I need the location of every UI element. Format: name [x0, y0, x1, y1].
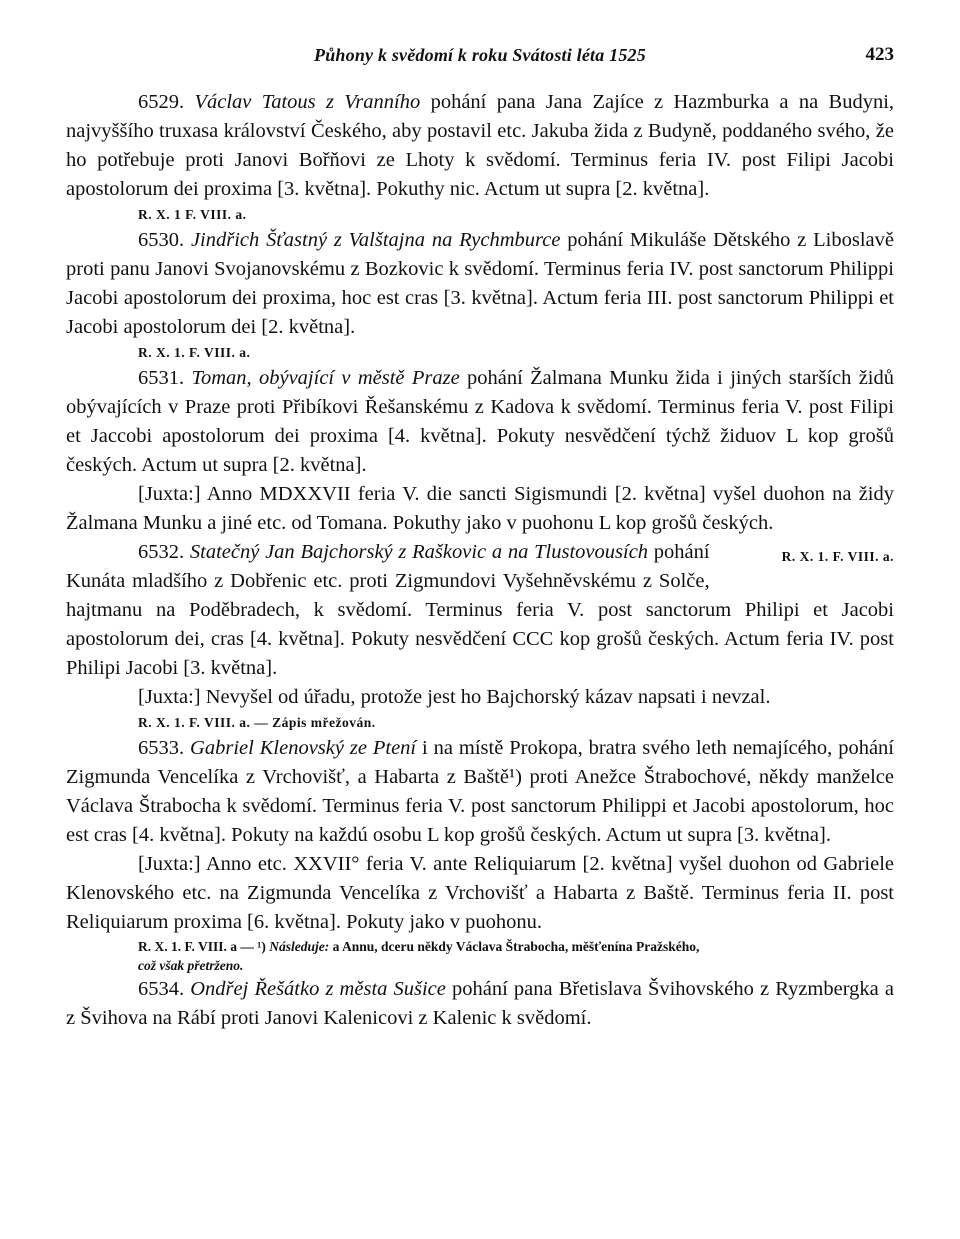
juxta-text: [Juxta:] Anno MDXXVII feria V. die sancti Sigismundi [2. května] vyšel duohon na židy Žalmana Munku a jiné etc. od Tomana. Pokuthy jako v puohonu L kop grošů českých.: [66, 483, 894, 534]
plaintiff-name: Statečný Jan Bajchorský z Raškovic a na Tlustovousích: [189, 541, 649, 563]
entry-text: [66, 364, 894, 480]
entry-text: [66, 226, 894, 342]
footnote-label: Následuje:: [269, 939, 330, 954]
page-header: [66, 38, 894, 72]
footnote-text: a Annu, dceru někdy Václava Štrabocha, měšťenína Pražského,: [329, 939, 700, 954]
entry-text: [66, 975, 894, 1033]
entry-number: 6532.: [138, 541, 185, 563]
plaintiff-name: Ondřej Řešátko z města Sušice: [190, 978, 446, 1000]
footnote: [66, 937, 894, 975]
juxta-note: [Juxta:] Anno etc. XXVII° feria V. ante Reliquiarum [2. května] vyšel duohon od Gabriele Klenovského etc. na Zigmunda Vencelíka z Vrchovišť a Habarta z Baště. Terminus feria II. post Reliquiarum proxima [6. května]. Pokuty jako v puohonu.: [66, 853, 894, 933]
page-number: 423: [865, 44, 894, 65]
entry-body: i na místě Prokopa, bratra svého leth nemajícého, pohání Zigmunda Vencelíka z Vrchovišť, a Habarta z Baště¹) proti Anežce Štrabochové, někdy manželce Václava Štrabocha k svědomí. Terminus feria V. post sanctorum Philippi et Jacobi apostolorum, hoc est cras [4. května]. Pokuty na každú osobu L kop grošů českých. Actum ut supra [3. května].: [66, 737, 895, 846]
entry-text: [66, 88, 894, 204]
entry-number: 6534.: [138, 978, 185, 1000]
entry-number: 6530.: [138, 229, 185, 251]
archival-signature: R. X. 1. F. VIII. a.: [781, 549, 894, 564]
entry-body: pohání pana Břetislava Švihovského z Ryzmbergka a z Švihova na Rábí proti Janovi Kalenicovi z Kalenic k svědomí.: [66, 978, 894, 1029]
entry-6533: [66, 734, 894, 975]
archival-signature: R. X. 1. F. VIII. a — ¹): [138, 939, 266, 954]
entry-body: pohání pana Jana Zajíce z Hazmburka a na Budyni, najvyššího truxasa království Českého, aby postavil etc. Jakuba žida z Budyně, poddaného svého, že ho potřebuje proti Janovi Bořňovi ze Lhoty k svědomí. Terminus feria IV. post Filipi Jacobi apostolorum dei proxima [3. května]. Pokuthy nic. Actum ut supra [2. května].: [66, 91, 895, 200]
entry-6529: [66, 88, 894, 226]
plaintiff-name: Toman, obývající v městě Praze: [191, 367, 460, 389]
plaintiff-name: Václav Tatous z Vranního: [194, 91, 421, 113]
plaintiff-name: Gabriel Klenovský ze Ptení: [190, 737, 417, 759]
entry-body: pohání Žalmana Munku žida i jiných starších židů obývajících v Praze proti Přibíkovi Řešanskému z Kadova k svědomí. Terminus feria V. post Filipi et Jaccobi apostolorum dei proxima [4. května]. Pokuty nesvědčení týchž židuov L kop grošů českých. Actum ut supra [2. května].: [66, 367, 895, 476]
entry-number: 6531.: [138, 367, 185, 389]
entry-body: pohání Kunáta mladšího z Dobřenic etc. proti Zigmundovi Vyšehněvskému z Solče, hajtmanu na Poděbradech, k svědomí. Terminus feria V. post sanctorum Philipi et Jacobi apostolorum dei, cras [4. května]. Pokuty nesvědčení CCC kop grošů českých. Actum feria IV. post Philipi Jacobi [3. května].: [66, 541, 894, 679]
entry-6534: [66, 975, 894, 1033]
entry-number: 6533.: [138, 737, 185, 759]
entry-number: 6529.: [138, 91, 185, 113]
page-body: [66, 88, 894, 1033]
archival-signature: R. X. 1 F. VIII. a.: [138, 207, 247, 222]
juxta-note: [Juxta:] Nevyšel od úřadu, protože jest ho Bajchorský kázav napsati i nevzal.: [138, 686, 771, 708]
archival-signature: R. X. 1. F. VIII. a.: [138, 345, 251, 360]
entry-text: [66, 734, 894, 850]
running-title: Půhony k svědomí k roku Svátosti léta 1525: [314, 44, 646, 65]
footnote-tail: což však přetrženo.: [138, 958, 244, 973]
entry-body: pohání Mikuláše Dětského z Liboslavě proti panu Janovi Svojanovskému z Bozkovic k svědomí. Terminus feria IV. post sanctorum Philippi Jacobi apostolorum dei proxima, hoc est cras [3. května]. Actum feria III. post sanctorum Philippi et Jacobi apostolorum dei [2. května].: [66, 229, 894, 338]
entry-6530: [66, 226, 894, 364]
plaintiff-name: Jindřich Šťastný z Valštajna na Rychmburce: [190, 229, 561, 251]
archival-signature: R. X. 1. F. VIII. a. — Zápis mřežován.: [138, 715, 376, 730]
